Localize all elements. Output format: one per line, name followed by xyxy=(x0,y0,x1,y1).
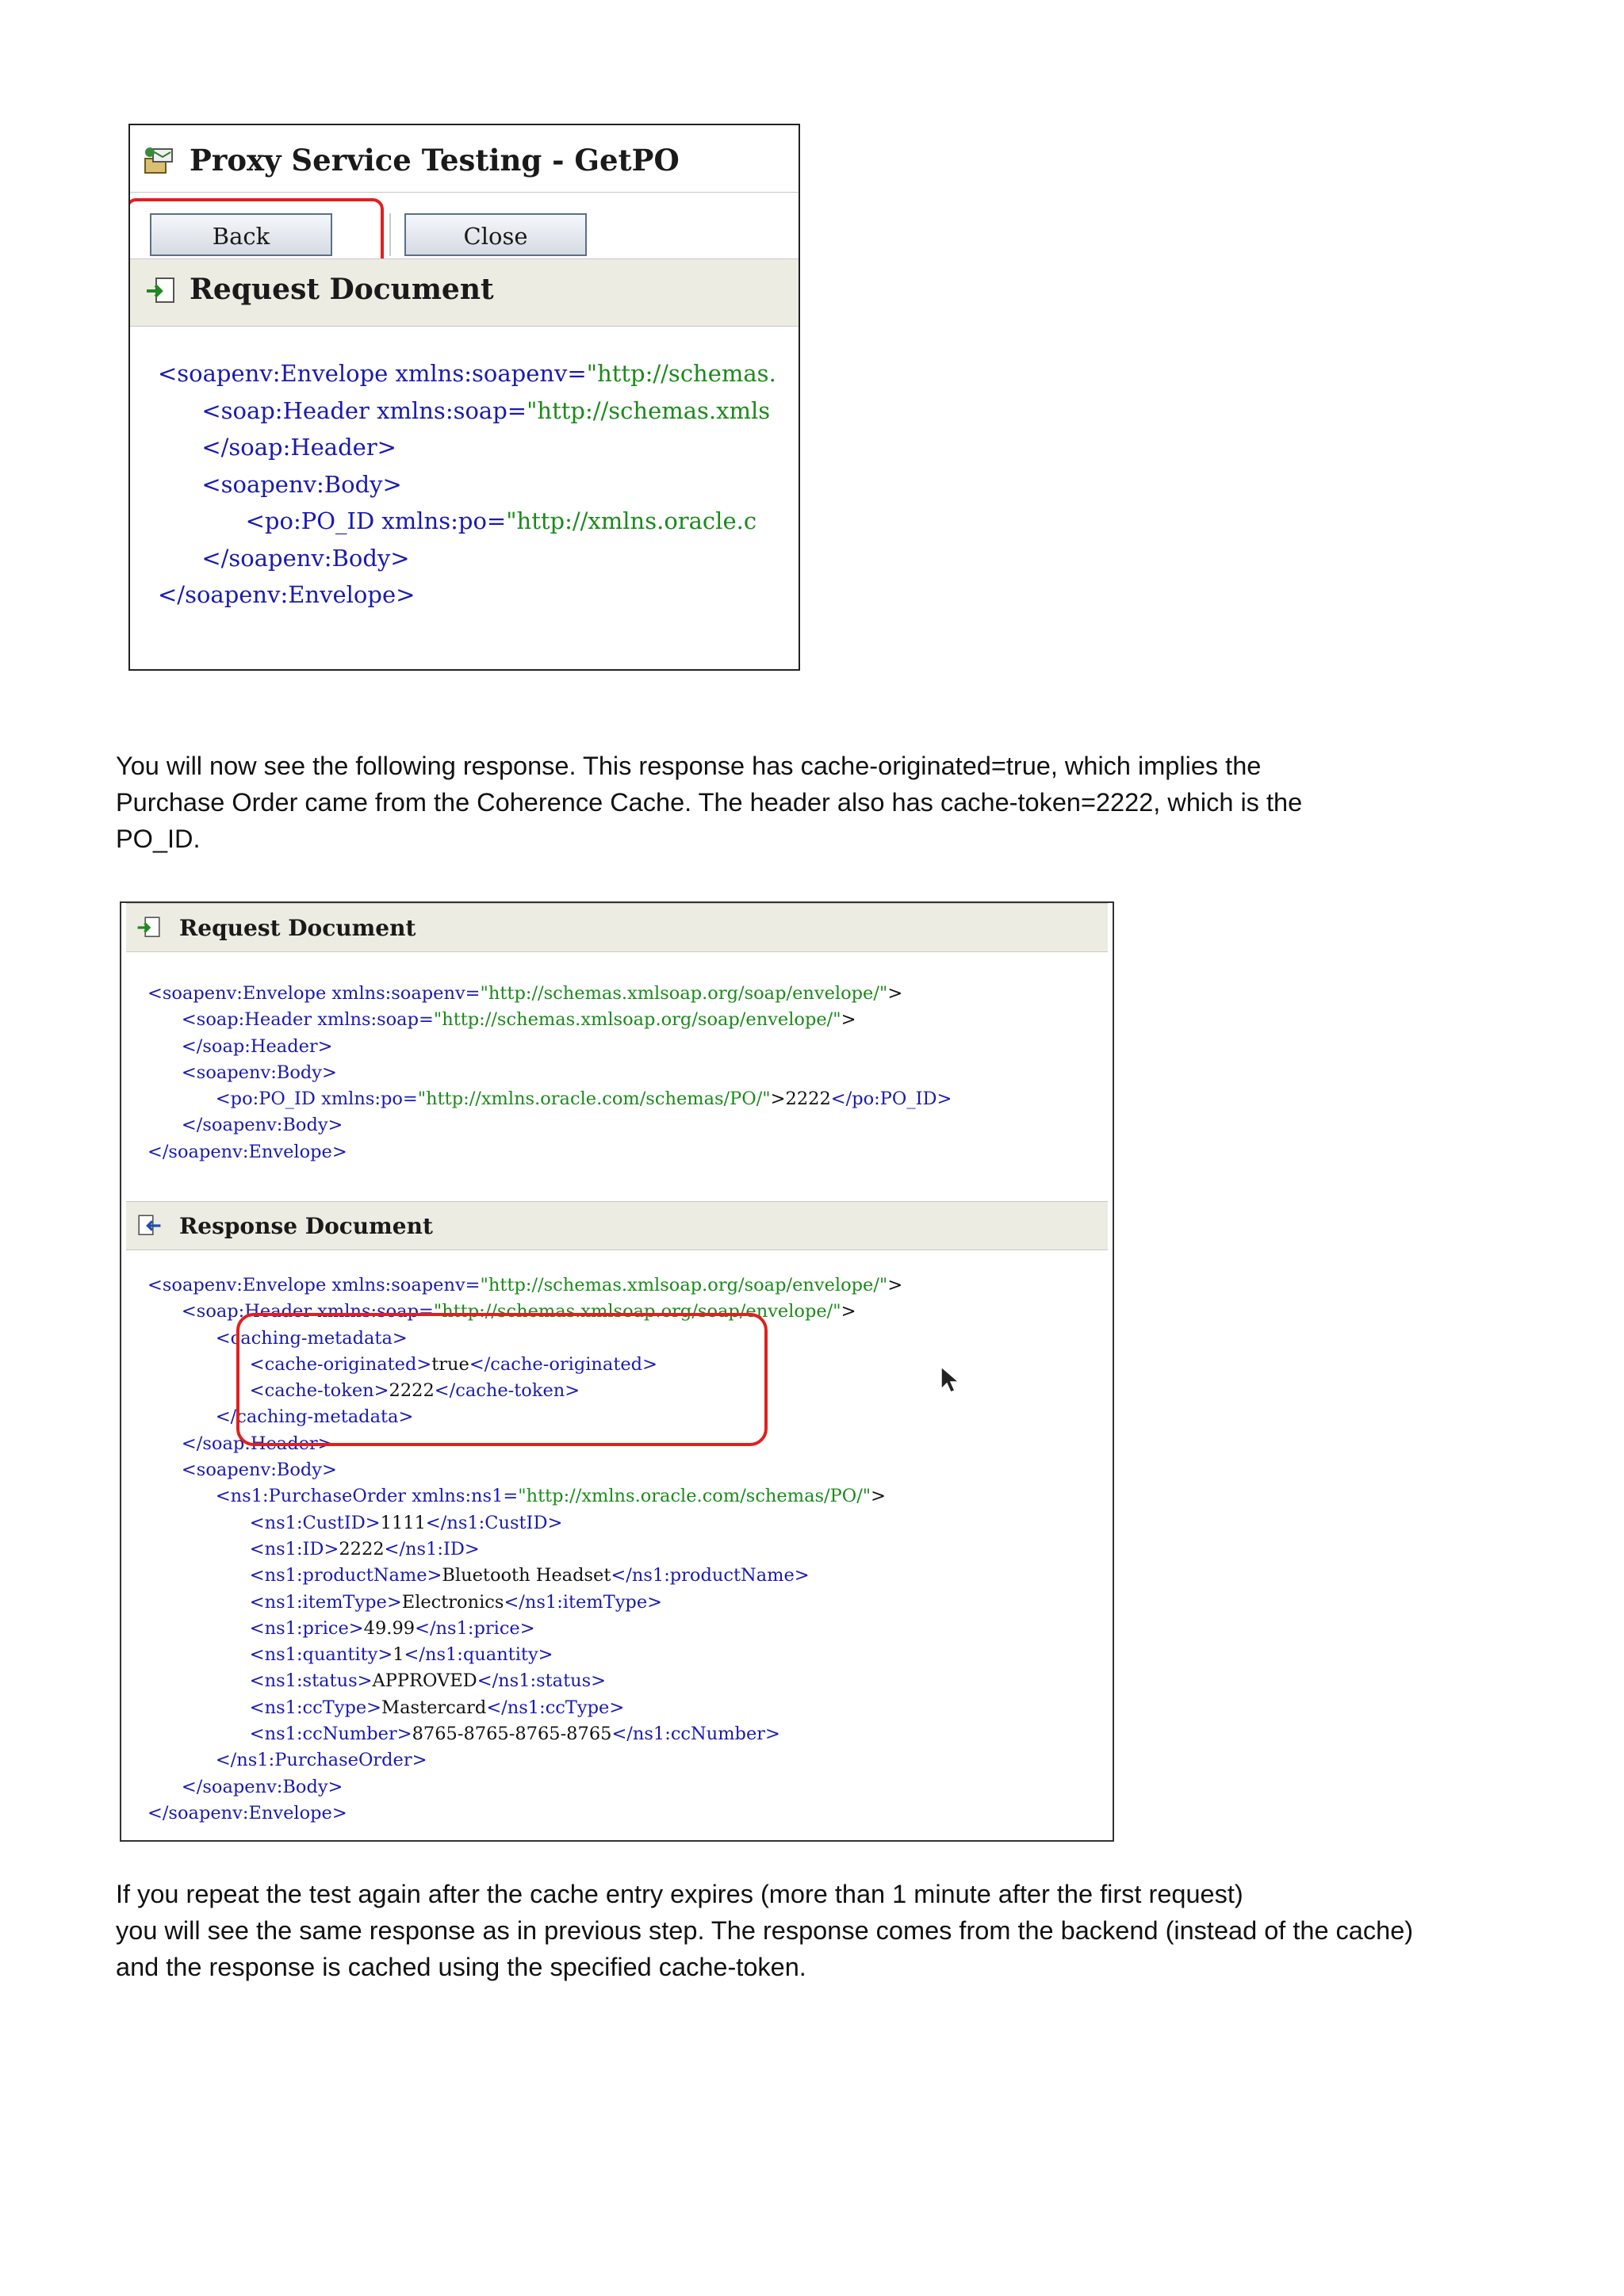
xml-line: <ns1:price>49.99</ns1:price> xyxy=(249,1617,535,1639)
xml-line: <soapenv:Body> xyxy=(181,1460,337,1481)
proxy-service-testing-panel xyxy=(128,124,800,671)
xml-line: </soap:Header> xyxy=(181,1433,333,1454)
xml-line: <soapenv:Envelope xmlns:soapenv="http://schemas. xyxy=(158,360,776,387)
xml-line: <cache-token>2222</cache-token> xyxy=(249,1380,580,1402)
paragraph-line: If you repeat the test again after the cache entry expires (more than 1 minute after the first request) xyxy=(116,1880,1243,1908)
request-arrow-icon xyxy=(145,275,177,307)
xml-line: <soap:Header xmlns:soap="http://schemas.xmls xyxy=(201,396,771,424)
xml-line: </soapenv:Body> xyxy=(201,544,410,572)
request-arrow-icon xyxy=(136,915,163,940)
response-arrow-icon xyxy=(136,1213,163,1238)
response-document-header xyxy=(126,1201,1108,1250)
paragraph-line: You will now see the following response. This response has cache-originated=true, which implies the xyxy=(116,752,1262,780)
xml-line: <soapenv:Envelope xmlns:soapenv="http://schemas.xmlsoap.org/soap/envelope/"> xyxy=(147,1275,903,1295)
paragraph-line: you will see the same response as in previous step. The response comes from the backend (instead of the cache) xyxy=(116,1916,1414,1945)
xml-line: <cache-originated>true</cache-originated> xyxy=(249,1353,657,1375)
xml-line: <ns1:ID>2222</ns1:ID> xyxy=(249,1538,480,1559)
xml-line: <soapenv:Body> xyxy=(181,1062,337,1083)
xml-line: </soap:Header> xyxy=(181,1035,333,1057)
request-response-panel xyxy=(120,901,1114,1842)
paragraph-line: Purchase Order came from the Coherence Cache. The header also has cache-token=2222, which is the xyxy=(116,788,1303,817)
xml-line: <ns1:PurchaseOrder xmlns:ns1="http://xmlns.oracle.com/schemas/PO/"> xyxy=(215,1486,886,1507)
xml-line: <soapenv:Body> xyxy=(201,470,402,498)
xml-line: <ns1:itemType>Electronics</ns1:itemType> xyxy=(249,1591,662,1613)
xml-line: </soapenv:Body> xyxy=(181,1776,343,1797)
description-paragraph-1 xyxy=(116,748,1543,857)
proxy-service-icon xyxy=(144,144,177,176)
xml-line: <ns1:ccType>Mastercard</ns1:ccType> xyxy=(249,1697,625,1718)
request-xml xyxy=(147,981,952,1165)
xml-line: <soap:Header xmlns:soap="http://schemas.xmlsoap.org/soap/envelope/"> xyxy=(181,1301,856,1322)
xml-line: <ns1:ccNumber>8765-8765-8765-8765</ns1:ccNumber> xyxy=(249,1724,780,1745)
request-document-header xyxy=(126,903,1108,952)
xml-line: <ns1:status>APPROVED</ns1:status> xyxy=(249,1670,607,1692)
panel-titlebar xyxy=(130,125,799,193)
description-paragraph-2 xyxy=(116,1876,1543,1985)
paragraph-line: PO_ID. xyxy=(116,825,201,853)
xml-line: </soapenv:Body> xyxy=(181,1115,343,1136)
xml-line: <soapenv:Envelope xmlns:soapenv="http://schemas.xmlsoap.org/soap/envelope/"> xyxy=(147,983,903,1004)
close-button[interactable]: Close xyxy=(404,213,587,256)
back-button[interactable]: Back xyxy=(150,213,332,256)
xml-line: <ns1:quantity>1</ns1:quantity> xyxy=(249,1644,553,1666)
xml-line: </caching-metadata> xyxy=(215,1406,414,1428)
xml-line: <po:PO_ID xmlns:po="http://xmlns.oracle.com/schemas/PO/">2222</po:PO_ID> xyxy=(215,1089,952,1110)
request-document-header xyxy=(130,258,799,327)
xml-line: </soapenv:Envelope> xyxy=(158,581,416,608)
xml-line: <ns1:productName>Bluetooth Headset</ns1:productName> xyxy=(249,1565,810,1586)
xml-line: <soap:Header xmlns:soap="http://schemas.xmlsoap.org/soap/envelope/"> xyxy=(181,1009,856,1031)
xml-line: <caching-metadata> xyxy=(215,1327,408,1349)
response-document-title: Response Document xyxy=(179,1213,433,1239)
request-document-title: Request Document xyxy=(179,915,416,941)
request-document-title: Request Document xyxy=(190,273,494,306)
xml-line: </ns1:PurchaseOrder> xyxy=(215,1750,427,1771)
request-xml xyxy=(158,355,776,614)
caching-metadata-highlight xyxy=(236,1313,768,1446)
panel-title: Proxy Service Testing - GetPO xyxy=(190,143,680,178)
mouse-pointer-icon xyxy=(940,1365,960,1394)
button-separator xyxy=(389,213,391,256)
xml-line: <po:PO_ID xmlns:po="http://xmlns.oracle.c xyxy=(245,507,757,534)
paragraph-line: and the response is cached using the specified cache-token. xyxy=(116,1953,806,1981)
xml-line: </soapenv:Envelope> xyxy=(147,1141,347,1162)
xml-line: </soapenv:Envelope> xyxy=(147,1802,347,1823)
xml-line: </soap:Header> xyxy=(201,434,396,461)
xml-line: <ns1:CustID>1111</ns1:CustID> xyxy=(249,1512,563,1533)
